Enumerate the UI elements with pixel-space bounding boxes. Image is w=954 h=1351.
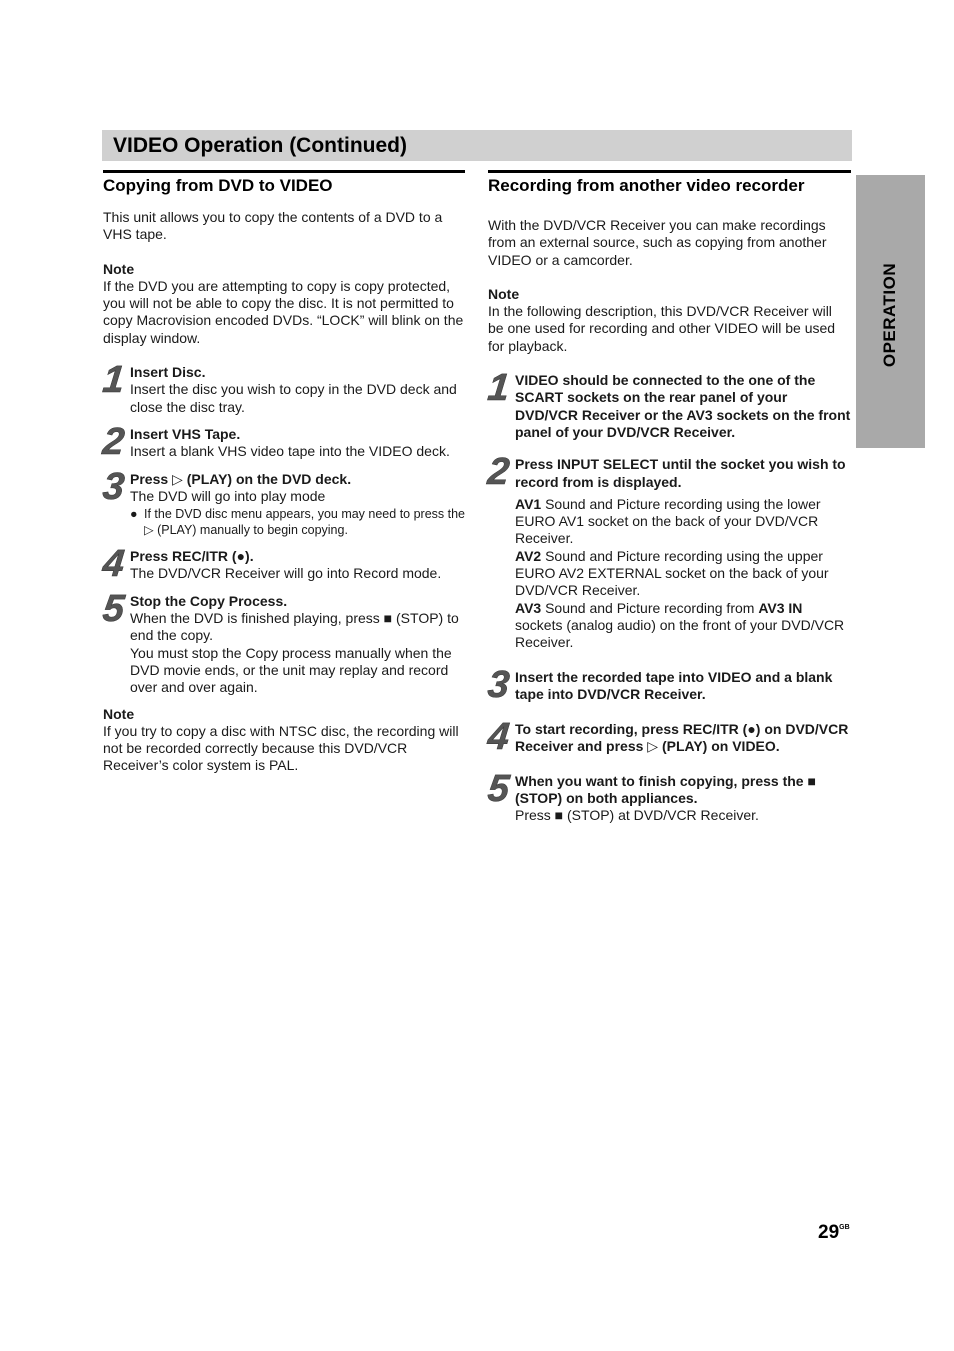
step-number: 4: [100, 543, 127, 586]
av2-text: Sound and Picture recording using the upper EURO AV2 EXTERNAL socket on the back of your DVD/VCR Receiver.: [515, 547, 829, 599]
step-text: Insert a blank VHS video tape into the VIDEO deck.: [130, 443, 450, 460]
av3-in-label: AV3 IN: [758, 599, 803, 616]
step-title: Insert the recorded tape into VIDEO and a blank tape into DVD/VCR Receiver.: [515, 668, 833, 702]
right-step-1: [485, 367, 851, 441]
av1-line: [515, 496, 851, 548]
step-title: To start recording, press REC/ITR (●) on DVD/VCR Receiver and press ▷ (PLAY) on VIDEO.: [515, 721, 849, 755]
side-tab-label: OPERATION: [880, 262, 899, 368]
right-note-text: In the following description, this DVD/VCR Receiver will be one used for recording and other VIDEO will be used for playback.: [488, 303, 836, 354]
step-title: Stop the Copy Process.: [130, 592, 288, 609]
right-note-title: Note: [488, 285, 520, 302]
step-title: Press ▷ (PLAY) on the DVD deck.: [130, 470, 352, 487]
av3-label: AV3: [515, 599, 542, 616]
step-number: 5: [100, 587, 127, 630]
page-number: [818, 1222, 850, 1244]
av2-line: [515, 548, 851, 600]
left-column: [100, 170, 466, 775]
step-title: When you want to finish copying, press the ■ (STOP) on both appliances.: [515, 772, 816, 807]
left-step-1: [100, 359, 465, 416]
right-intro: With the DVD/VCR Receiver you can make recordings from an external source, such as copying from another VIDEO or a camcorder.: [488, 217, 827, 268]
step-text: Press ■ (STOP) at DVD/VCR Receiver.: [515, 807, 759, 824]
page-number-suffix: GB: [839, 1224, 850, 1231]
av1-label: AV1: [515, 495, 542, 512]
title-bar: [102, 130, 852, 161]
bullet-dot-icon: ●: [130, 507, 138, 522]
step-title: Press REC/ITR (●).: [130, 548, 254, 565]
step-title: Press INPUT SELECT until the socket you wish to record from is displayed.: [515, 456, 846, 490]
av2-label: AV2: [515, 547, 542, 564]
av3-line: [515, 600, 851, 652]
right-step-4: [485, 716, 851, 759]
left-step-3: [100, 465, 466, 539]
section-side-tab: [856, 175, 925, 448]
step-number: 3: [100, 465, 127, 508]
step-text: The DVD will go into play mode: [130, 487, 326, 504]
step-number: 2: [485, 451, 512, 494]
step-text: The DVD/VCR Receiver will go into Record mode.: [130, 565, 442, 582]
step-number: 3: [485, 663, 512, 706]
step-text-2: You must stop the Copy process manually when the DVD movie ends, or the unit may replay and record over and over again.: [130, 644, 452, 696]
av3-text-2: sockets (analog audio) on the front of your DVD/VCR Receiver.: [515, 616, 845, 651]
right-section-heading: Recording from another video recorder: [488, 170, 851, 196]
left-step-4: [100, 543, 465, 586]
bullet-text: If the DVD disc menu appears, you may need to press the ▷ (PLAY) manually to begin copying.: [144, 507, 466, 538]
left-note1-text: If the DVD you are attempting to copy is copy protected, you will not be able to copy the disc. It is not permitted to copy Macrovision encoded DVDs. “LOCK” will blink on the display window.: [103, 277, 464, 346]
left-note2-text: If you try to copy a disc with NTSC disc, the recording will not be recorded correctly because this DVD/VCR Receiver’s color system is PAL.: [103, 722, 459, 774]
step-number: 1: [485, 367, 512, 410]
step-text: When the DVD is finished playing, press ■ (STOP) to end the copy.: [130, 610, 459, 644]
av3-text: Sound and Picture recording from: [541, 599, 759, 616]
left-section-heading: Copying from DVD to VIDEO: [103, 170, 465, 196]
step-number: 2: [100, 420, 127, 463]
av1-text: Sound and Picture recording using the lower EURO AV1 socket on the back of your DVD/VCR Receiver.: [515, 495, 821, 547]
right-step-2: [485, 451, 851, 651]
page-number-value: 29: [818, 1222, 840, 1243]
page-title: VIDEO Operation (Continued): [113, 134, 407, 157]
step-text: Insert the disc you wish to copy in the DVD deck and close the disc tray.: [130, 381, 457, 415]
left-step-2: [100, 420, 465, 463]
step-title: VIDEO should be connected to the one of the SCART sockets on the rear panel of your DVD/VCR Receiver or the AV3 sockets on the front panel of your DVD/VCR Receiver.: [515, 372, 851, 440]
step-bullet: [130, 506, 465, 538]
left-step-5: [100, 587, 465, 697]
right-column: [485, 170, 851, 825]
right-step-5: [485, 767, 851, 825]
left-note1-title: Note: [103, 260, 135, 277]
step-title: Insert Disc.: [130, 364, 206, 381]
step-title: Insert VHS Tape.: [130, 425, 241, 442]
step-number: 4: [485, 716, 512, 759]
left-intro: This unit allows you to copy the contents of a DVD to a VHS tape.: [103, 209, 443, 243]
right-step-3: [485, 663, 851, 706]
left-note2-title: Note: [103, 705, 135, 722]
step-number: 5: [485, 767, 512, 810]
step-number: 1: [100, 359, 127, 402]
